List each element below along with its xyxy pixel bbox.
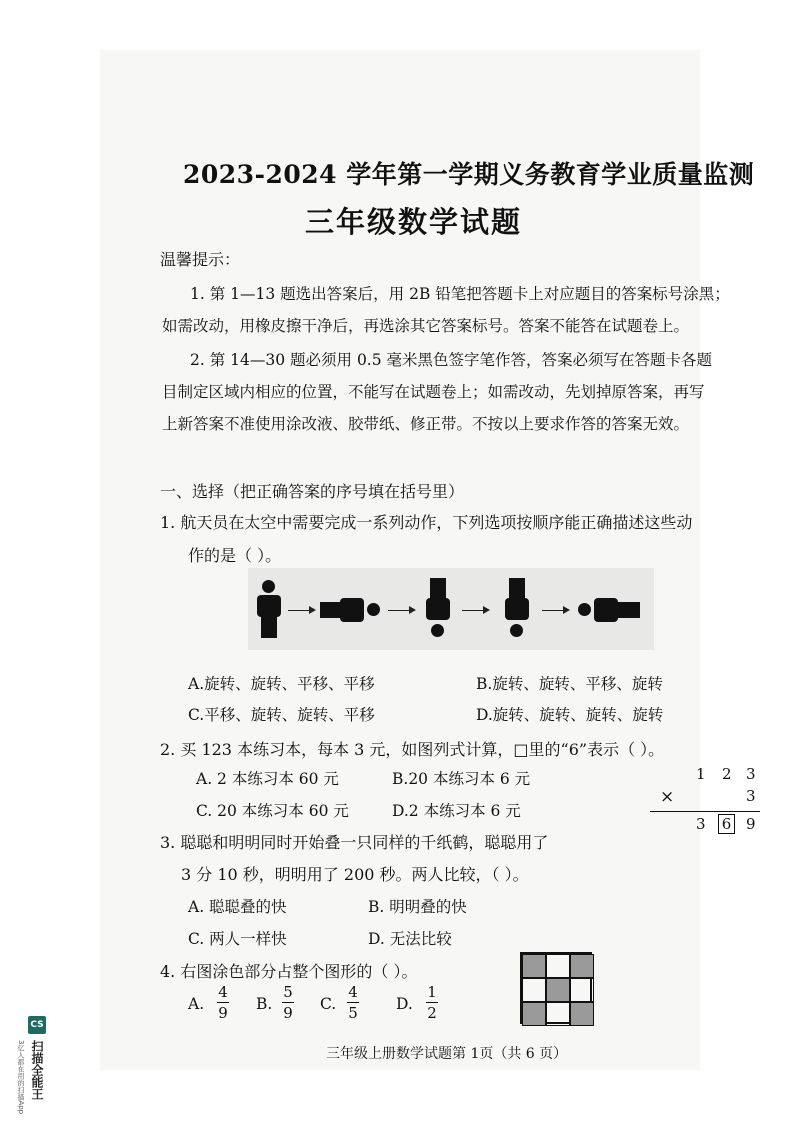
notice-heading: 温馨提示： bbox=[160, 250, 241, 269]
calc-top-digit: 3 bbox=[746, 765, 756, 783]
grid-cell bbox=[546, 1002, 570, 1026]
arrow-icon bbox=[388, 610, 414, 611]
question-4-option-a-fraction bbox=[217, 984, 229, 1021]
question-2-option-c: C. 20 本练习本 60 元 bbox=[196, 802, 349, 820]
shaded-grid-figure bbox=[520, 952, 592, 1024]
notice-item2-line2: 目制定区域内相应的位置，不能写在试题卷上；如需改动，先划掉原答案，再写 bbox=[162, 383, 705, 401]
question-3-option-d: D. 无法比较 bbox=[368, 930, 452, 948]
notice-item1-line1: 1. 第 1—13 题选出答案后，用 2B 铅笔把答题卡上对应题目的答案标号涂黑； bbox=[190, 285, 730, 303]
question-1-line2: 作的是（ ）。 bbox=[188, 546, 282, 565]
question-3-option-b: B. 明明叠的快 bbox=[368, 898, 467, 916]
denominator: 9 bbox=[218, 1004, 228, 1022]
question-2-option-a: A. 2 本练习本 60 元 bbox=[196, 770, 339, 788]
question-3-option-a: A. 聪聪叠的快 bbox=[188, 898, 287, 916]
question-4-option-a-label: A. bbox=[188, 995, 205, 1013]
calc-top-digit: 1 bbox=[696, 765, 706, 783]
numerator: 4 bbox=[348, 983, 358, 1001]
grid-cell-shaded bbox=[522, 954, 546, 978]
camscanner-logo-icon: CS bbox=[28, 1016, 46, 1034]
calc-top-digit: 2 bbox=[722, 765, 732, 783]
grid-cell-shaded bbox=[522, 1002, 546, 1026]
question-4-option-c-label: C. bbox=[320, 995, 337, 1013]
vertical-multiplication bbox=[650, 765, 765, 835]
times-sign: × bbox=[660, 787, 675, 807]
denominator: 2 bbox=[427, 1004, 437, 1022]
calc-line bbox=[650, 811, 760, 812]
question-4-option-d-label: D. bbox=[396, 995, 413, 1013]
exam-subtitle: 三年级数学试题 bbox=[305, 205, 523, 239]
arrow-icon bbox=[542, 610, 568, 611]
astronaut-upside-down-figure-2 bbox=[502, 578, 532, 642]
astronaut-standing-figure bbox=[254, 580, 284, 640]
calc-result-boxed-digit: 6 bbox=[718, 814, 735, 834]
question-3-option-c: C. 两人一样快 bbox=[188, 930, 287, 948]
grid-cell bbox=[522, 978, 546, 1002]
question-4-option-d-fraction bbox=[426, 984, 438, 1021]
notice-item1-line2: 如需改动，用橡皮擦干净后，再选涂其它答案标号。答案不能答在试题卷上。 bbox=[162, 317, 690, 335]
grid-cell-shaded bbox=[546, 978, 570, 1002]
numerator: 5 bbox=[283, 983, 293, 1001]
question-4-line1: 4. 右图涂色部分占整个图形的（ ）。 bbox=[160, 962, 418, 981]
arrow-icon bbox=[462, 610, 488, 611]
camscanner-watermark: 扫描全能王 bbox=[30, 1040, 44, 1100]
question-3-line1: 3. 聪聪和明明同时开始叠一只同样的千纸鹤，聪聪用了 bbox=[160, 833, 549, 852]
numerator: 1 bbox=[427, 983, 437, 1001]
denominator: 5 bbox=[348, 1004, 358, 1022]
exam-title: 2023-2024 学年第一学期义务教育学业质量监测 bbox=[183, 160, 755, 189]
question-2-option-d: D.2 本练习本 6 元 bbox=[392, 802, 521, 820]
calc-multiplier: 3 bbox=[746, 787, 756, 805]
question-4-option-b-label: B. bbox=[256, 995, 273, 1013]
arrow-icon bbox=[288, 610, 314, 611]
grid-cell-shaded bbox=[570, 954, 594, 978]
question-1-option-a: A.旋转、旋转、平移、平移 bbox=[188, 675, 375, 693]
section-heading: 一、选择（把正确答案的序号填在括号里） bbox=[160, 482, 465, 501]
question-2-line1: 2. 买 123 本练习本，每本 3 元，如图列式计算，□里的“6”表示（ ）。 bbox=[160, 740, 665, 759]
question-3-line2: 3 分 10 秒，明明用了 200 秒。两人比较，（ ）。 bbox=[181, 865, 529, 884]
astronaut-action-figures bbox=[248, 568, 654, 650]
astronaut-lying-figure bbox=[320, 596, 382, 624]
notice-item2-line3: 上新答案不准使用涂改液、胶带纸、修正带。不按以上要求作答的答案无效。 bbox=[162, 415, 690, 433]
grid-cell-shaded bbox=[570, 1002, 594, 1026]
denominator: 9 bbox=[283, 1004, 293, 1022]
question-1-option-d: D.旋转、旋转、旋转、旋转 bbox=[476, 706, 664, 724]
astronaut-upside-down-figure bbox=[423, 578, 453, 642]
question-4-option-b-fraction bbox=[282, 984, 294, 1021]
question-1-option-b: B.旋转、旋转、平移、旋转 bbox=[476, 675, 663, 693]
page-footer: 三年级上册数学试题第 1页（共 6 页） bbox=[326, 1046, 568, 1062]
grid-cell bbox=[546, 954, 570, 978]
numerator: 4 bbox=[218, 983, 228, 1001]
calc-result-digit: 9 bbox=[746, 815, 756, 833]
camscanner-tagline: 3亿人都在用的扫描App bbox=[17, 1040, 25, 1115]
grid-cell bbox=[570, 978, 594, 1002]
notice-item2-line1: 2. 第 14—30 题必须用 0.5 毫米黑色签字笔作答，答案必须写在答题卡各题 bbox=[190, 351, 713, 369]
question-4-option-c-fraction bbox=[347, 984, 359, 1021]
astronaut-lying-reversed-figure bbox=[578, 596, 640, 624]
question-1-line1: 1. 航天员在太空中需要完成一系列动作，下列选项按顺序能正确描述这些动 bbox=[160, 513, 693, 532]
question-1-option-c: C.平移、旋转、旋转、平移 bbox=[188, 706, 375, 724]
calc-result-digit: 3 bbox=[696, 815, 706, 833]
question-2-option-b: B.20 本练习本 6 元 bbox=[392, 770, 531, 788]
